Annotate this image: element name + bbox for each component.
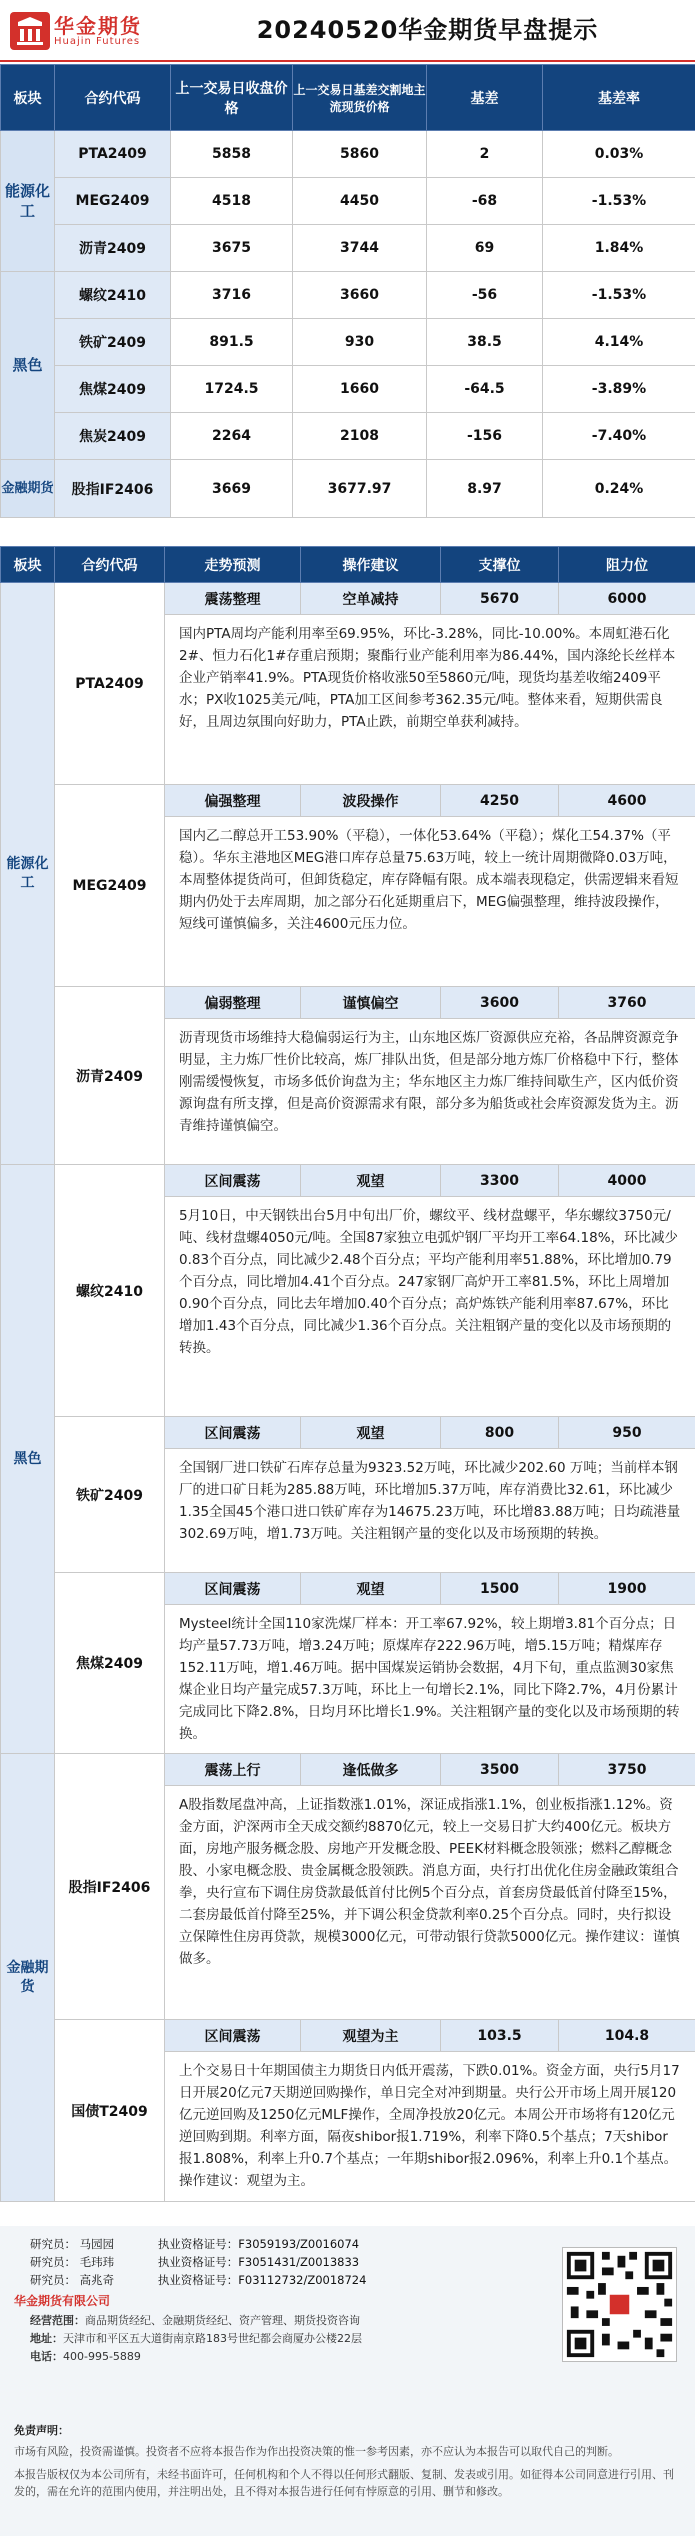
support-level: 5670	[441, 583, 559, 615]
close-price: 4518	[171, 178, 293, 225]
contract-code: 铁矿2409	[55, 1417, 165, 1573]
analysis-text: Mysteel统计全国110家洗煤厂样本：开工率67.92%，较上期增3.81个百分点；日均产量57.73万吨，增3.24万吨；原煤库存222.96万吨，增5.15万吨；精煤库存152.11万吨，增1.46万吨。据中国煤炭运销协会数据，4月下旬，重点监测30家焦煤企业日均产量完成57.3万吨，环比上一旬增长2.1%，同比下降2.7%，4月份累计完成同比下降2.8%，日均月环比增长1.9%。关注粗钢产量的变化以及市场预期的转换。	[165, 1605, 695, 1754]
forecast-row	[1, 1754, 695, 1786]
close-price: 3675	[171, 225, 293, 272]
contract-code: 螺纹2410	[55, 272, 171, 319]
table-row	[1, 413, 695, 460]
analysis-text: A股指数尾盘冲高，上证指数涨1.01%，深证成指涨1.1%，创业板指涨1.12%。资金方面，沪深两市全天成交额约8870亿元，较上一交易日扩大约400亿元。板块方面，房地产服务概念股、房地产开发概念股、PEEK材料概念股领涨；燃料乙醇概念股、小家电概念股、贵金属概念股领跌。消息方面，央行打出优化住房金融政策组合拳，央行宣布下调住房贷款最低首付比例5个百分点，首套房贷最低首付降至15%，二套房最低首付降至25%，并下调公积金贷款利率0.25个百分点。同时，央行拟设立保障性住房再贷款，规模3000亿元，可带动银行贷款5000亿元。操作建议：谨慎做多。	[165, 1786, 695, 2020]
trend-forecast: 偏强整理	[165, 785, 301, 817]
close-price: 891.5	[171, 319, 293, 366]
trend-forecast: 震荡整理	[165, 583, 301, 615]
sector-cell: 能源化工	[1, 583, 55, 1165]
basis-rate: 0.24%	[543, 460, 695, 518]
contract-code: PTA2409	[55, 131, 171, 178]
col-sector: 板块	[1, 65, 55, 131]
spot-price: 3660	[293, 272, 427, 319]
col-spot: 上一交易日基差交割地主流现货价格	[293, 65, 427, 131]
report-header	[0, 0, 695, 62]
trend-forecast: 偏弱整理	[165, 987, 301, 1019]
disclaimer-paragraph: 市场有风险，投资需谨慎。投资者不应将本报告作为作出投资决策的惟一参考因素，亦不应认为本报告可以取代自己的判断。	[14, 2445, 619, 2458]
resistance-level: 3760	[559, 987, 695, 1019]
operation-advice: 空单减持	[301, 583, 441, 615]
contract-code: 股指IF2406	[55, 460, 171, 518]
trend-forecast: 区间震荡	[165, 1165, 301, 1197]
close-price: 3669	[171, 460, 293, 518]
forecast-row	[1, 1573, 695, 1605]
forecast-row	[1, 1417, 695, 1449]
contract-code: 铁矿2409	[55, 319, 171, 366]
close-price: 5858	[171, 131, 293, 178]
basis-rate: -3.89%	[543, 366, 695, 413]
contract-code: 国债T2409	[55, 2020, 165, 2202]
researcher-cert: 执业资格证号：F3051431/Z0013833	[157, 2255, 360, 2269]
disclaimer-paragraph: 本报告版权仅为本公司所有，未经书面许可，任何机构和个人不得以任何形式翻版、复制、发表或引用。如征得本公司同意进行引用、刊发的，需在允许的范围内使用，并注明出处，且不得对本报告进行任何有悖原意的引用、删节和修改。	[14, 2468, 674, 2498]
col-code: 合约代码	[55, 547, 165, 583]
support-level: 1500	[441, 1573, 559, 1605]
contract-code: MEG2409	[55, 785, 165, 987]
researcher-line: 研究员： 高兆奇 执业资格证号：F03112732/Z0018724	[30, 2273, 367, 2287]
resistance-level: 6000	[559, 583, 695, 615]
col-advice: 操作建议	[301, 547, 441, 583]
col-basis: 基差	[427, 65, 543, 131]
col-trend: 走势预测	[165, 547, 301, 583]
contract-code: 沥青2409	[55, 987, 165, 1165]
col-sector: 板块	[1, 547, 55, 583]
company-name: 华金期货有限公司	[14, 2294, 111, 2308]
sector-cell: 能源化工	[1, 131, 55, 272]
analysis-text: 国内PTA周均产能利用率至69.95%，环比-3.28%，同比-10.00%。本周虹港石化2#、恒力石化1#存重启预期；聚酯行业产能利用率为86.44%，国内涤纶长丝样本企业产销率41.9%。PTA现货价格收涨50至5860元/吨，现货均基差收缩2409平水；PX收1025美元/吨，PTA加工区间参考362.35元/吨。整体来看，短期供需良好，且周边氛围向好助力，PTA止跌，前期空单获利减持。	[165, 615, 695, 785]
company-phone: 电话：400-995-5889	[30, 2350, 141, 2363]
operation-advice: 谨慎偏空	[301, 987, 441, 1019]
researcher-line: 研究员： 马园园 执业资格证号：F3059193/Z0016074	[30, 2237, 360, 2251]
support-level: 3600	[441, 987, 559, 1019]
col-code: 合约代码	[55, 65, 171, 131]
close-price: 2264	[171, 413, 293, 460]
contract-code: 螺纹2410	[55, 1165, 165, 1417]
analysis-text: 全国钢厂进口铁矿石库存总量为9323.52万吨，环比减少202.60 万吨；当前样本钢厂的进口矿日耗为285.88万吨，环比增加5.37万吨，库存消费比32.61，环比减少1.35全国45个港口进口铁矿库存为14675.23万吨，环比增83.88万吨；日均疏港量302.69万吨，增1.73万吨。关注粗钢产量的变化以及市场预期的转换。	[165, 1449, 695, 1573]
logo-text-en: Huajin Futures	[54, 36, 141, 47]
business-scope: 经营范围：商品期货经纪、金融期货经纪、资产管理、期货投资咨询	[30, 2314, 360, 2327]
resistance-level: 1900	[559, 1573, 695, 1605]
researcher-cert: 执业资格证号：F03112732/Z0018724	[157, 2273, 367, 2287]
spot-price: 3744	[293, 225, 427, 272]
sector-cell: 黑色	[1, 1165, 55, 1754]
basis-table	[0, 64, 695, 518]
basis-rate: -1.53%	[543, 178, 695, 225]
contract-code: 沥青2409	[55, 225, 171, 272]
table-row	[1, 460, 695, 518]
basis-rate: 0.03%	[543, 131, 695, 178]
col-basis-rate: 基差率	[543, 65, 695, 131]
basis-rate: 4.14%	[543, 319, 695, 366]
col-support: 支撑位	[441, 547, 559, 583]
table-row	[1, 131, 695, 178]
spot-price: 2108	[293, 413, 427, 460]
forecast-row	[1, 785, 695, 817]
table-row	[1, 225, 695, 272]
disclaimer-title: 免责声明：	[14, 2424, 69, 2437]
trend-forecast: 区间震荡	[165, 1573, 301, 1605]
researcher-cert: 执业资格证号：F3059193/Z0016074	[157, 2237, 360, 2251]
researcher-name: 高兆奇	[79, 2273, 115, 2287]
operation-advice: 波段操作	[301, 785, 441, 817]
forecast-table	[0, 546, 695, 2202]
resistance-level: 4600	[559, 785, 695, 817]
analysis-text: 5月10日，中天钢铁出台5月中旬出厂价，螺纹平、线材盘螺平，华东螺纹3750元/吨、线材盘螺4050元/吨。全国87家独立电弧炉钢厂平均开工率64.18%，环比减少0.83个百分点，同比减少2.48个百分点；平均产能利用率51.88%，环比增加0.79个百分点，同比增加4.41个百分点。247家钢厂高炉开工率81.5%，环比上周增加0.90个百分点，同比去年增加0.40个百分点；高炉炼铁产能利用率87.67%，环比增加1.43个百分点，同比减少1.36个百分点。关注粗钢产量的变化以及市场预期的转换。	[165, 1197, 695, 1417]
forecast-table-header	[1, 547, 695, 583]
disclaimer	[14, 2422, 684, 2500]
basis-value: 69	[427, 225, 543, 272]
operation-advice: 观望	[301, 1165, 441, 1197]
contract-code: 焦煤2409	[55, 1573, 165, 1754]
table-row	[1, 272, 695, 319]
trend-forecast: 震荡上行	[165, 1754, 301, 1786]
operation-advice: 观望为主	[301, 2020, 441, 2052]
support-level: 4250	[441, 785, 559, 817]
spot-price: 4450	[293, 178, 427, 225]
contract-code: 股指IF2406	[55, 1754, 165, 2020]
spot-price: 930	[293, 319, 427, 366]
company-logo	[10, 8, 160, 54]
basis-value: -56	[427, 272, 543, 319]
support-level: 3300	[441, 1165, 559, 1197]
sector-cell: 金融期货	[1, 460, 55, 518]
forecast-row	[1, 2020, 695, 2052]
spot-price: 1660	[293, 366, 427, 413]
analysis-text: 国内乙二醇总开工53.90%（平稳），一体化53.64%（平稳）；煤化工54.37%（平稳）。华东主港地区MEG港口库存总量75.63万吨，较上一统计周期微降0.03万吨，本周整体提货尚可，但卸货稳定，库存降幅有限。成本端表现稳定，供需逻辑来看短期内仍处于去库周期，加之部分石化延期重启下，MEG偏强整理，维持波段操作，短线可谨慎偏多，关注4600元压力位。	[165, 817, 695, 987]
forecast-row	[1, 583, 695, 615]
support-level: 103.5	[441, 2020, 559, 2052]
table-row	[1, 178, 695, 225]
basis-value: 2	[427, 131, 543, 178]
resistance-level: 104.8	[559, 2020, 695, 2052]
researcher-line: 研究员： 毛玮玮 执业资格证号：F3051431/Z0013833	[30, 2255, 360, 2269]
spot-price: 3677.97	[293, 460, 427, 518]
col-resistance: 阻力位	[559, 547, 695, 583]
basis-rate: -1.53%	[543, 272, 695, 319]
sector-cell: 金融期货	[1, 1754, 55, 2202]
support-level: 3500	[441, 1754, 559, 1786]
contract-code: 焦煤2409	[55, 366, 171, 413]
basis-value: -68	[427, 178, 543, 225]
table-row	[1, 366, 695, 413]
forecast-row	[1, 1165, 695, 1197]
qr-code-icon	[562, 2247, 677, 2362]
close-price: 1724.5	[171, 366, 293, 413]
operation-advice: 观望	[301, 1417, 441, 1449]
spot-price: 5860	[293, 131, 427, 178]
operation-advice: 逢低做多	[301, 1754, 441, 1786]
basis-value: 38.5	[427, 319, 543, 366]
resistance-level: 4000	[559, 1165, 695, 1197]
analysis-text: 上个交易日十年期国债主力期货日内低开震荡，下跌0.01%。资金方面，央行5月17日开展20亿元7天期逆回购操作，单日完全对冲到期量。央行公开市场上周开展120亿元逆回购及1250亿元MLF操作，全周净投放20亿元。本周公开市场将有120亿元逆回购到期。利率方面，隔夜shibor报1.719%，利率下降0.5个基点；7天shibor报1.808%，利率上升0.7个基点；一年期shibor报2.096%，利率上升0.1个基点。操作建议：观望为主。	[165, 2052, 695, 2202]
basis-rate: -7.40%	[543, 413, 695, 460]
col-close: 上一交易日收盘价格	[171, 65, 293, 131]
company-address: 地址：天津市和平区五大道街南京路183号世纪都会商厦办公楼22层	[30, 2332, 362, 2345]
resistance-level: 3750	[559, 1754, 695, 1786]
basis-value: -156	[427, 413, 543, 460]
contract-code: 焦炭2409	[55, 413, 171, 460]
trend-forecast: 区间震荡	[165, 2020, 301, 2052]
analysis-text: 沥青现货市场维持大稳偏弱运行为主，山东地区炼厂资源供应充裕，各品牌资源竞争明显，主力炼厂性价比较高，炼厂排队出货，但是部分地方炼厂价格稳中下行，整体刚需缓慢恢复，市场多低价询盘为主；华东地区主力炼厂维持间歇生产，区内低价资源询盘有所支撑，但是高价资源需求有限，部分多为船货或社会库资源发货为主。沥青维持谨慎偏空。	[165, 1019, 695, 1165]
trend-forecast: 区间震荡	[165, 1417, 301, 1449]
contract-code: MEG2409	[55, 178, 171, 225]
report-title: 20240520华金期货早盘提示	[256, 16, 599, 44]
close-price: 3716	[171, 272, 293, 319]
forecast-row	[1, 987, 695, 1019]
basis-value: 8.97	[427, 460, 543, 518]
researcher-name: 马园园	[79, 2237, 115, 2251]
basis-value: -64.5	[427, 366, 543, 413]
basis-table-header	[1, 65, 695, 131]
basis-rate: 1.84%	[543, 225, 695, 272]
table-row	[1, 319, 695, 366]
contract-code: PTA2409	[55, 583, 165, 785]
logo-icon	[10, 12, 50, 50]
researcher-name: 毛玮玮	[79, 2255, 115, 2269]
sector-cell: 黑色	[1, 272, 55, 460]
operation-advice: 观望	[301, 1573, 441, 1605]
resistance-level: 950	[559, 1417, 695, 1449]
support-level: 800	[441, 1417, 559, 1449]
logo-text-cn: 华金期货	[54, 14, 142, 38]
